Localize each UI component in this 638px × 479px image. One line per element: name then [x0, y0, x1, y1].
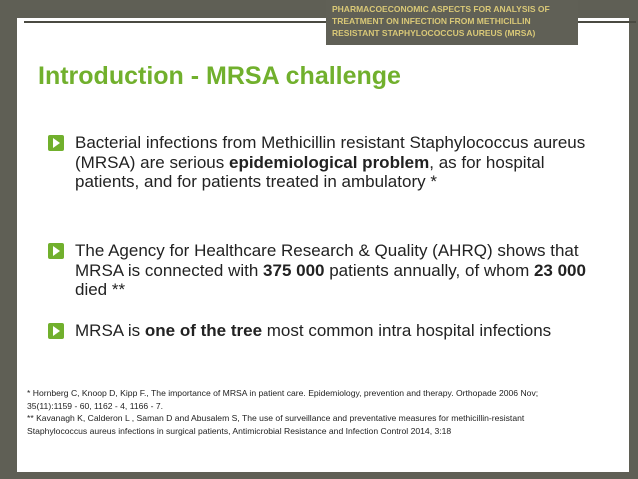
bullet-2-bold-count: 375 000 [263, 260, 325, 280]
bullet-2-bold-deaths: 23 000 [533, 260, 586, 280]
bullet-text-2 [75, 241, 608, 300]
reference-line: ** Kavanagh K, Calderon L , Saman D and Abusalem S, The use of surveillance and preventative measures for methicillin-resistant [27, 413, 525, 423]
bullet-3-bold: one of the tree [144, 321, 263, 340]
bullet-item-2 [48, 241, 608, 300]
bullet-2-text-b: patients annually, of whom [324, 260, 534, 280]
reference-line: Staphylococcus aureus infections in surgical patients, Antimicrobial Resistance and Infection Control 2014, 3:18 [27, 425, 452, 436]
bullet-text-3 [75, 321, 608, 341]
bullet-3-text-b: most common intra hospital infections [262, 321, 552, 340]
bullet-2-text-a: The Agency for Healthcare Research & Quality (AHRQ) shows that MRSA is connected with [75, 241, 579, 280]
bottom-band [0, 472, 638, 479]
bullet-arrow-icon [48, 323, 64, 339]
reference-line: 35(11):1159 - 60, 1162 - 4, 1166 - 7. [27, 400, 163, 411]
bullet-1-bold: epidemiological problem [228, 152, 430, 172]
header-box [326, 0, 578, 45]
bullet-1-text-b: , as for hospital patients, and for patients treated in ambulatory * [75, 152, 545, 191]
bullet-item-1 [48, 133, 608, 192]
reference-line: * Hornberg C, Knoop D, Kipp F., The importance of MRSA in patient care. Epidemiology, prevention and therapy. Orthopade 2006 Nov; [27, 388, 539, 398]
references [27, 387, 627, 437]
bullet-3-text-a: MRSA is [75, 321, 145, 340]
header-title: PHARMACOECONOMIC ASPECTS FOR ANALYSIS OF TREATMENT ON INFECTION FROM METHICILLIN RESISTANT STAPHYLOCOCCUS AUREUS (MRSA) [332, 4, 550, 38]
slide-title: Introduction - MRSA challenge [38, 62, 401, 90]
bullet-arrow-icon [48, 243, 64, 259]
bullet-arrow-icon [48, 135, 64, 151]
bullet-1-text-a: Bacterial infections from Methicillin resistant Staphylococcus aureus (MRSA) are serious [75, 133, 586, 172]
bullet-item-3 [48, 321, 608, 341]
bullet-text-1 [75, 133, 608, 192]
bullet-2-text-c: died ** [75, 280, 126, 299]
